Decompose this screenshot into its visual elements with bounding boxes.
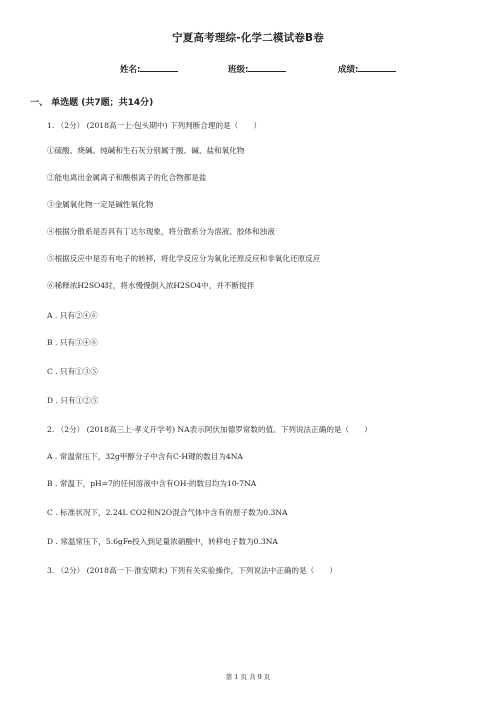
question-1-option-a: A . 只有②④⑥ — [47, 311, 98, 320]
score-blank — [358, 62, 396, 72]
question-1-stem: 1. （2分） (2018高一上·包头期中) 下列判断合理的是（ ） — [47, 121, 262, 130]
section-heading: 一、 单选题 (共7题；共14分) — [30, 98, 154, 108]
question-2-stem: 2. （2分） (2018高三上·孝义开学考) NA表示阿伏加德罗常数的值。下列说法正确的是（ ） — [47, 425, 372, 434]
name-field — [120, 62, 178, 75]
question-2-option-b: B . 常温下，pH=7的任何溶液中含有OH-的数目均为10-7NA — [47, 479, 257, 488]
name-blank — [140, 62, 178, 72]
score-field — [338, 62, 396, 75]
question-1-option-b: B . 只有③④⑥ — [47, 338, 98, 347]
question-2-option-c: C . 标准状况下，2.24L CO2和N2O混合气体中含有的原子数为0.3NA — [47, 508, 288, 517]
statement-4: ④根据分散系是否具有丁达尔现象，将分散系分为溶液、胶体和浊液 — [47, 227, 275, 236]
class-field — [228, 62, 286, 75]
statement-5: ⑤根据反应中是否有电子的转移，将化学反应分为氧化还原反应和非氧化还原反应 — [47, 254, 321, 263]
statement-3: ③金属氧化物一定是碱性氧化物 — [47, 200, 154, 209]
class-label: 班级: — [228, 65, 249, 75]
name-label: 姓名: — [120, 65, 141, 75]
statement-2: ②能电离出金属离子和酸根离子的化合物都是盐 — [47, 173, 207, 182]
question-1-option-d: D . 只有①②⑤ — [47, 396, 99, 405]
statement-6: ⑥稀释浓H2SO4时，将水慢慢倒入浓H2SO4中，并不断搅拌 — [47, 281, 255, 290]
page-footer: 第 1 页 共 9 页 — [225, 673, 271, 681]
question-2-option-a: A . 常温常压下，32g甲醇分子中含有C-H键的数目为4NA — [47, 452, 243, 461]
score-label: 成绩: — [338, 65, 359, 75]
question-2-option-d: D . 常温常压下，5.6gFe投入到足量浓硝酸中，转移电子数为0.3NA — [47, 537, 278, 546]
page-title: 宁夏高考理综-化学二模试卷B卷 — [172, 32, 324, 44]
question-1-option-c: C . 只有①③⑤ — [47, 367, 99, 376]
class-blank — [248, 62, 286, 72]
question-3-stem: 3. （2分） (2018高一下·淮安期末) 下列有关实验操作，下列说法中正确的是（ ） — [47, 566, 337, 575]
statement-1: ①硫酸、烧碱、纯碱和生石灰分别属于酸、碱、盐和氧化物 — [47, 146, 245, 155]
